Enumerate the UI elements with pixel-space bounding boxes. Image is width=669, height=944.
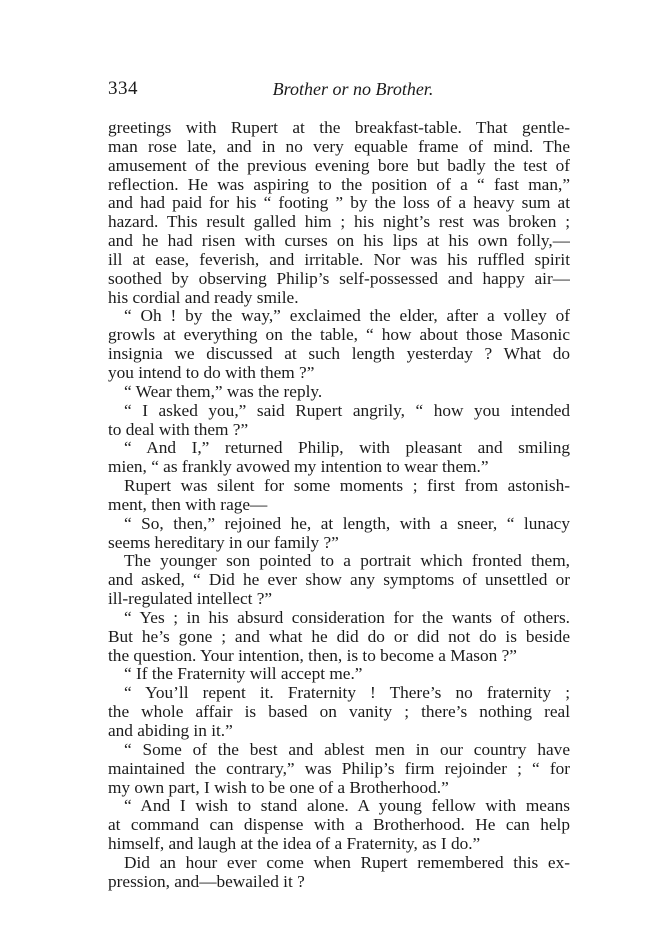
- text-line: “ You’ll repent it. Fraternity ! There’s no fraternity ;: [124, 684, 570, 703]
- text-line: the question. Your intention, then, is to become a Mason ?”: [108, 646, 517, 665]
- text-line: maintained the contrary,” was Philip’s firm rejoinder ; “ for: [108, 759, 570, 778]
- text-line: amusement of the previous evening bore but badly the test of: [108, 156, 570, 175]
- text-line: ill-regulated intellect ?”: [108, 590, 273, 609]
- text-line: “ Some of the best and ablest men in our country have: [124, 740, 570, 759]
- text-line: and he had risen with curses on his lips at his own folly,—: [108, 232, 570, 251]
- text-line: soothed by observing Philip’s self-possessed and happy air—: [108, 269, 570, 288]
- text-line: his cordial and ready smile.: [108, 288, 299, 307]
- running-title: Brother or no Brother.: [272, 79, 434, 99]
- text-line: and had paid for his “ footing ” by the loss of a heavy sum at: [108, 194, 570, 213]
- text-line: insignia we discussed at such length yesterday ? What do: [108, 345, 570, 364]
- text-line: reflection. He was aspiring to the position of a “ fast man,”: [108, 175, 570, 194]
- text-line: greetings with Rupert at the breakfast-table. That gentle-: [108, 119, 570, 137]
- text-line: pression, and—bewailed it ?: [108, 872, 305, 891]
- text-line: man rose late, and in no very equable frame of mind. The: [108, 137, 570, 156]
- text-line: and abiding in it.”: [108, 722, 233, 740]
- text-line: and asked, “ Did he ever show any symptoms of unsettled or: [108, 571, 570, 590]
- text-line: “ I asked you,” said Rupert angrily, “ how you intended: [124, 401, 570, 420]
- text-line: But he’s gone ; and what he did do or did not do is beside: [108, 627, 570, 646]
- text-line: seems hereditary in our family ?”: [108, 533, 339, 552]
- text-line: “ And I wish to stand alone. A young fellow with means: [124, 797, 570, 816]
- text-line: The younger son pointed to a portrait which fronted them,: [124, 552, 570, 571]
- body-text: [108, 119, 570, 892]
- text-line: you intend to do with them ?”: [108, 363, 315, 382]
- text-line: “ Wear them,” was the reply.: [124, 382, 323, 401]
- text-line: Did an hour ever come when Rupert remembered this ex-: [124, 853, 570, 872]
- text-line: ment, then with rage—: [108, 495, 268, 514]
- text-line: growls at everything on the table, “ how about those Masonic: [108, 326, 570, 345]
- text-line: at command can dispense with a Brotherhood. He can help: [108, 816, 570, 835]
- page-header: [108, 78, 568, 106]
- text-line: hazard. This result galled him ; his night’s rest was broken ;: [108, 213, 570, 232]
- text-line: the whole affair is based on vanity ; there’s nothing real: [108, 703, 570, 722]
- text-line: “ So, then,” rejoined he, at length, with a sneer, “ lunacy: [124, 514, 570, 533]
- text-line: Rupert was silent for some moments ; first from astonish-: [124, 477, 570, 496]
- text-line: to deal with them ?”: [108, 420, 249, 439]
- text-line: “ If the Fraternity will accept me.”: [124, 665, 363, 684]
- text-line: my own part, I wish to be one of a Brotherhood.”: [108, 778, 449, 797]
- text-line: “ And I,” returned Philip, with pleasant and smiling: [124, 439, 570, 458]
- page-number: 334: [108, 78, 138, 99]
- text-line: ill at ease, feverish, and irritable. Nor was his ruffled spirit: [108, 250, 570, 269]
- text-line: “ Yes ; in his absurd consideration for the wants of others.: [124, 608, 570, 627]
- text-line: mien, “ as frankly avowed my intention to wear them.”: [108, 458, 489, 477]
- text-line: “ Oh ! by the way,” exclaimed the elder, after a volley of: [124, 307, 570, 326]
- text-line: himself, and laugh at the idea of a Fraternity, as I do.”: [108, 835, 481, 854]
